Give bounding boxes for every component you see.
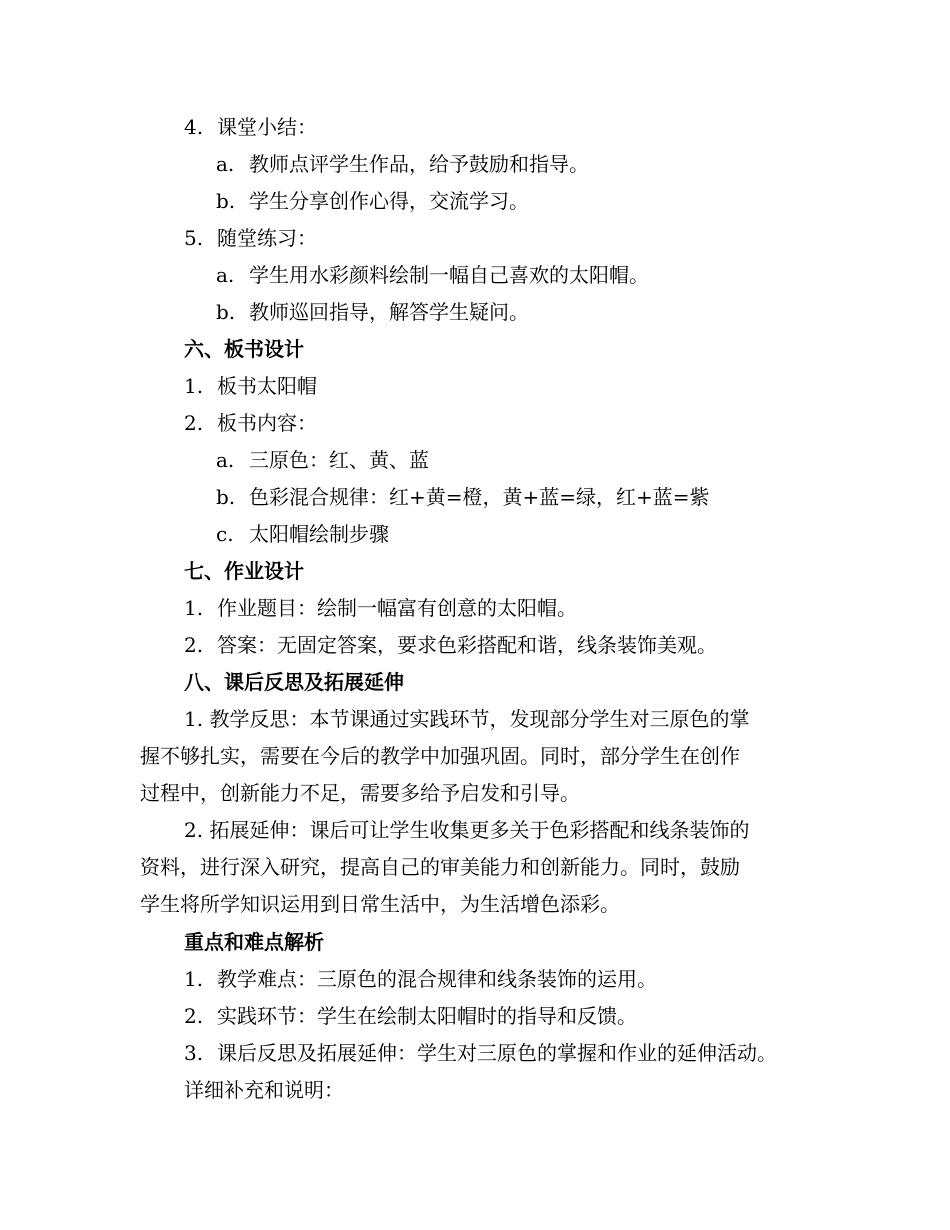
list-number: 3. xyxy=(184,1041,204,1065)
summary-heading xyxy=(184,114,317,140)
list-number: 1. xyxy=(184,374,204,398)
reflection-section-title: 八、课后反思及拓展延伸 xyxy=(184,670,404,694)
list-text: 课后反思及拓展延伸：学生对三原色的掌握和作业的延伸活动。 xyxy=(217,1041,777,1065)
practice-heading xyxy=(184,225,317,251)
list-number: 4. xyxy=(184,115,204,139)
list-text: 实践环节：学生在绘制太阳帽时的指导和反馈。 xyxy=(217,1004,637,1028)
list-number: 2. xyxy=(184,633,204,657)
list-letter: c. xyxy=(216,522,234,546)
summary-item-b xyxy=(216,188,529,214)
list-text: 板书太阳帽 xyxy=(217,374,317,398)
analysis-section-title: 重点和难点解析 xyxy=(184,930,324,954)
homework-item-2 xyxy=(184,632,717,658)
homework-section-title: 七、作业设计 xyxy=(184,559,304,583)
list-letter: a. xyxy=(216,448,235,472)
list-text: 学生分享创作心得，交流学习。 xyxy=(249,189,529,213)
analysis-item-3 xyxy=(184,1040,777,1066)
reflection-paragraph-2-line-3: 学生将所学知识运用到日常生活中，为生活增色添彩。 xyxy=(140,892,620,916)
list-text: 答案：无固定答案，要求色彩搭配和谐，线条装饰美观。 xyxy=(217,633,717,657)
analysis-more-text: 详细补充和说明： xyxy=(184,1078,344,1102)
list-text: 三原色：红、黄、蓝 xyxy=(249,448,429,472)
board-item-b xyxy=(216,484,710,510)
list-text: 板书内容： xyxy=(217,411,317,435)
practice-item-a xyxy=(216,262,649,288)
board-item-2 xyxy=(184,410,317,436)
reflection-paragraph-2-line-2: 资料，进行深入研究，提高自己的审美能力和创新能力。同时，鼓励 xyxy=(140,855,740,879)
summary-item-a xyxy=(216,151,589,177)
list-number: 5. xyxy=(184,226,204,250)
list-text: 色彩混合规律：红+黄=橙，黄+蓝=绿，红+蓝=紫 xyxy=(249,485,710,509)
list-text: 太阳帽绘制步骤 xyxy=(249,522,389,546)
list-letter: b. xyxy=(216,189,236,213)
list-text: 教师巡回指导，解答学生疑问。 xyxy=(249,300,529,324)
list-text: 课堂小结： xyxy=(217,115,317,139)
analysis-item-1 xyxy=(184,966,657,992)
list-number: 2. xyxy=(184,411,204,435)
list-text: 学生用水彩颜料绘制一幅自己喜欢的太阳帽。 xyxy=(249,263,649,287)
list-letter: a. xyxy=(216,263,235,287)
reflection-paragraph-2-line-1: 2. 拓展延伸：课后可让学生收集更多关于色彩搭配和线条装饰的 xyxy=(184,818,750,842)
list-number: 2. xyxy=(184,1004,204,1028)
analysis-item-2 xyxy=(184,1003,637,1029)
board-item-c xyxy=(216,521,389,547)
list-text: 随堂练习： xyxy=(217,226,317,250)
reflection-paragraph-1-line-1: 1. 教学反思：本节课通过实践环节，发现部分学生对三原色的掌 xyxy=(184,707,750,731)
homework-item-1 xyxy=(184,595,577,621)
list-text: 教师点评学生作品，给予鼓励和指导。 xyxy=(249,152,589,176)
reflection-paragraph-1-line-3: 过程中，创新能力不足，需要多给予启发和引导。 xyxy=(140,781,580,805)
board-section-title: 六、板书设计 xyxy=(184,337,304,361)
list-letter: b. xyxy=(216,300,236,324)
list-letter: a. xyxy=(216,152,235,176)
list-text: 教学难点：三原色的混合规律和线条装饰的运用。 xyxy=(217,967,657,991)
list-number: 1. xyxy=(184,967,204,991)
practice-item-b xyxy=(216,299,529,325)
list-text: 作业题目：绘制一幅富有创意的太阳帽。 xyxy=(217,596,577,620)
list-letter: b. xyxy=(216,485,236,509)
board-item-1 xyxy=(184,373,317,399)
board-item-a xyxy=(216,447,429,473)
reflection-paragraph-1-line-2: 握不够扎实，需要在今后的教学中加强巩固。同时，部分学生在创作 xyxy=(140,744,740,768)
list-number: 1. xyxy=(184,596,204,620)
